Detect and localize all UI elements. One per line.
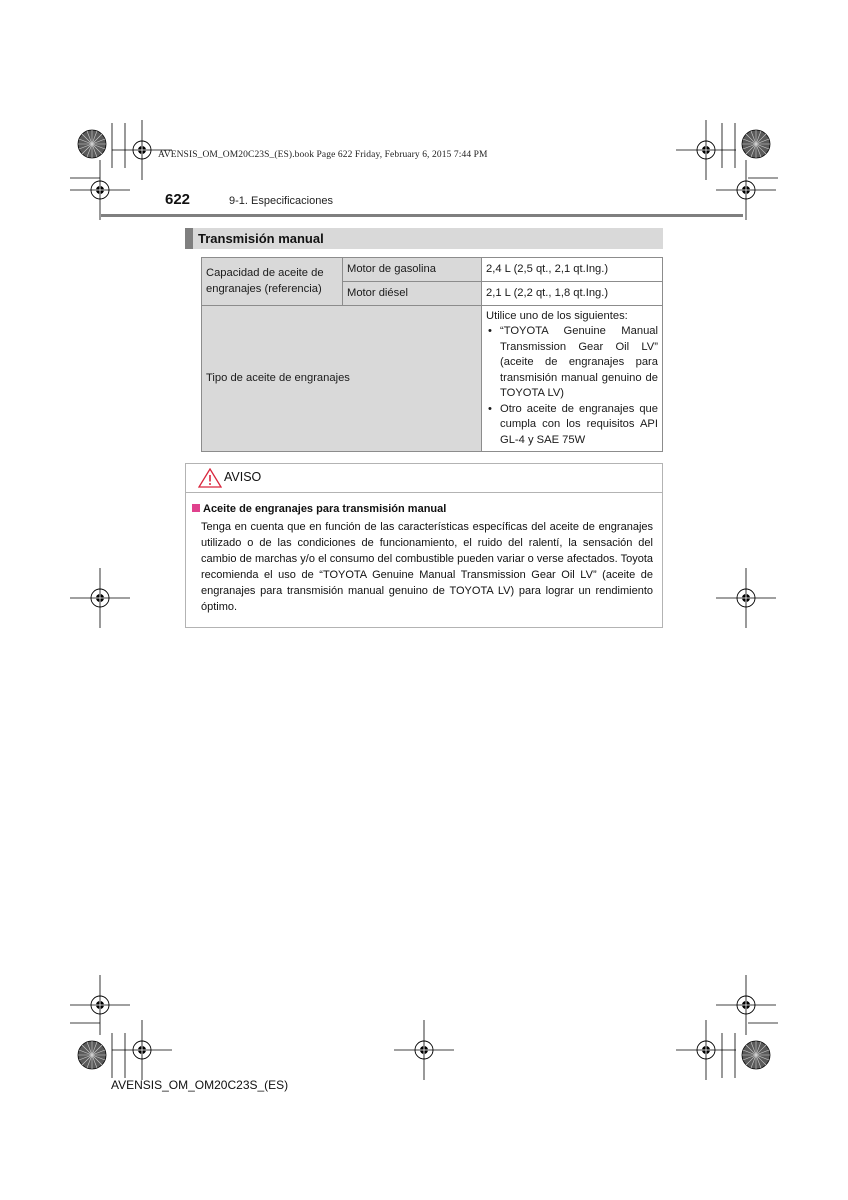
warning-body: Tenga en cuenta que en función de las características específicas del aceite de engranajes utilizado o de las condiciones de funcionamiento, el ruido del ralentí, la sensación del cambio de marchas y/o el consumo del combustible pueden variar o verse afectados. Toyota recomienda el uso de “TOYOTA Genuine Manual Transmission Gear Oil LV” (aceite de engranajes para transmisión manual genuino de TOYOTA LV) para lograr un rendimiento óptimo. xyxy=(201,521,653,613)
registration-mark-icon xyxy=(742,1041,770,1069)
oil-type-value-cell xyxy=(482,306,663,452)
oil-type-list xyxy=(486,324,658,448)
warning-subtitle-row xyxy=(192,503,446,515)
warning-title: AVISO xyxy=(224,470,262,484)
warning-box xyxy=(185,463,663,628)
breadcrumb: 9-1. Especificaciones xyxy=(229,195,333,207)
table-row xyxy=(202,306,663,452)
crop-target-icon xyxy=(70,975,130,1035)
engine-cell: Motor diésel xyxy=(343,282,482,306)
crop-target-icon xyxy=(716,975,776,1035)
page-number: 622 xyxy=(165,191,191,208)
registration-mark-icon xyxy=(78,1041,106,1069)
registration-mark-icon xyxy=(78,130,106,158)
crop-target-icon xyxy=(112,1020,172,1080)
crop-target-icon xyxy=(676,1020,736,1080)
value-cell: 2,1 L (2,2 qt., 1,8 qt.Ing.) xyxy=(482,282,663,306)
oil-type-intro: Utilice uno de los siguientes: xyxy=(486,309,628,322)
registration-mark-icon xyxy=(742,130,770,158)
oil-type-label-cell: Tipo de aceite de engranajes xyxy=(202,306,482,452)
list-item: • Otro aceite de engranajes que cumpla con los requisitos API GL-4 y SAE 75W xyxy=(488,402,658,449)
bullet-square-icon xyxy=(192,504,200,512)
header-divider xyxy=(101,214,743,217)
crop-target-icon xyxy=(716,160,776,220)
crop-target-icon xyxy=(70,160,130,220)
specification-table xyxy=(201,257,663,452)
section-heading-bar xyxy=(185,228,663,249)
crop-target-icon xyxy=(716,568,776,628)
capacity-label-cell: Capacidad de aceite de engranajes (referencia) xyxy=(202,258,343,306)
footer-code: AVENSIS_OM_OM20C23S_(ES) xyxy=(111,1078,289,1092)
value-cell: 2,4 L (2,5 qt., 2,1 qt.Ing.) xyxy=(482,258,663,282)
crop-target-icon xyxy=(70,568,130,628)
warning-triangle-icon xyxy=(198,468,222,488)
print-slug: AVENSIS_OM_OM20C23S_(ES).book Page 622 Friday, February 6, 2015 7:44 PM xyxy=(158,150,488,160)
table-row xyxy=(202,258,663,282)
warning-subtitle: Aceite de engranajes para transmisión manual xyxy=(203,503,447,515)
crop-target-icon xyxy=(676,120,736,180)
engine-cell: Motor de gasolina xyxy=(343,258,482,282)
section-title: Transmisión manual xyxy=(198,231,324,246)
warning-header xyxy=(186,464,662,493)
list-item: • “TOYOTA Genuine Manual Transmission Gear Oil LV” (aceite de engranajes para transmisión manual genuino de TOYOTA LV) xyxy=(488,324,658,402)
crop-target-icon xyxy=(394,1020,454,1080)
